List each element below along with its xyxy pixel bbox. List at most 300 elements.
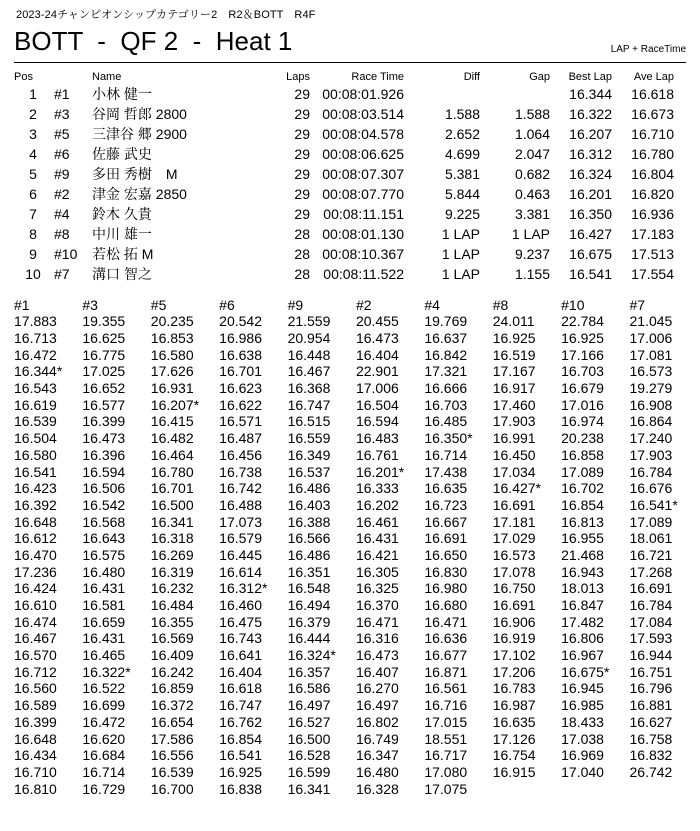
lap-time-cell: 16.780 bbox=[150, 463, 194, 480]
lap-time-cell: 16.620 bbox=[82, 730, 126, 747]
lap-time-cell: 16.506 bbox=[82, 480, 126, 497]
lap-time-cell: 16.871 bbox=[424, 663, 468, 680]
lap-time-cell: 16.475 bbox=[219, 613, 262, 630]
lap-time-cell: 16.305 bbox=[355, 563, 399, 580]
lap-time-cell: 16.445 bbox=[219, 546, 262, 563]
lap-time-cell: 16.622 bbox=[219, 396, 262, 413]
lap-time-cell: 16.742 bbox=[219, 480, 262, 497]
best-lap-cell: 16.675 bbox=[569, 246, 612, 262]
lap-time-cell: 19.769 bbox=[424, 313, 468, 330]
lap-time-cell: 16.917 bbox=[492, 380, 536, 397]
lap-time-cell: 16.847 bbox=[561, 597, 604, 614]
lap-row bbox=[14, 547, 698, 564]
lap-time-cell: 16.392 bbox=[14, 496, 57, 513]
event-title: 2023-24チャンピオンシップカテゴリー2 R2＆BOTT R4F bbox=[16, 9, 316, 21]
lap-time-cell: 16.484 bbox=[150, 597, 194, 614]
laps-cell: 29 bbox=[294, 206, 310, 222]
lap-time-cell: 16.637 bbox=[424, 330, 468, 347]
col-header-ave-lap: Ave Lap bbox=[633, 71, 674, 83]
lap-row bbox=[14, 680, 698, 697]
lap-time-cell: 16.207* bbox=[150, 396, 200, 413]
lap-time-cell: 16.424 bbox=[14, 580, 57, 597]
kart-number-cell: #6 bbox=[54, 146, 70, 162]
lap-time-cell: 16.750 bbox=[492, 580, 536, 597]
lap-time-cell: 16.906 bbox=[492, 613, 536, 630]
lap-time-cell: 16.539 bbox=[150, 763, 194, 780]
race-time-cell: 00:08:07.307 bbox=[322, 166, 404, 182]
lap-time-cell: 16.638 bbox=[219, 346, 262, 363]
best-lap-cell: 16.324 bbox=[569, 166, 612, 182]
lap-header-row bbox=[14, 296, 698, 313]
lap-time-cell: 16.838 bbox=[219, 780, 262, 797]
lap-time-cell: 16.635 bbox=[424, 480, 468, 497]
laps-cell: 29 bbox=[294, 126, 310, 142]
col-header-race-time: Race Time bbox=[351, 71, 404, 83]
diff-cell: 5.381 bbox=[444, 166, 480, 182]
kart-number-cell: #5 bbox=[54, 126, 70, 142]
lap-time-cell: 16.691 bbox=[492, 597, 536, 614]
lap-time-cell: 16.775 bbox=[82, 346, 126, 363]
lap-time-cell: 16.691 bbox=[629, 580, 673, 597]
lap-time-cell: 16.580 bbox=[150, 346, 194, 363]
lap-time-cell: 16.344* bbox=[14, 363, 63, 380]
driver-name-cell: 小林 健一 bbox=[92, 86, 152, 102]
lap-time-cell: 16.473 bbox=[355, 647, 399, 664]
lap-time-cell: 16.974 bbox=[561, 413, 604, 430]
diff-cell: 9.225 bbox=[444, 206, 480, 222]
lap-time-cell: 20.455 bbox=[355, 313, 399, 330]
lap-time-cell: 17.903 bbox=[492, 413, 536, 430]
lap-time-cell: 16.925 bbox=[219, 763, 262, 780]
lap-time-cell: 16.830 bbox=[424, 563, 468, 580]
laps-cell: 29 bbox=[294, 106, 310, 122]
lap-time-cell: 16.666 bbox=[424, 380, 468, 397]
lap-time-cell: 16.242 bbox=[150, 663, 194, 680]
lap-time-cell: 16.537 bbox=[287, 463, 331, 480]
lap-time-cell: 17.460 bbox=[492, 396, 536, 413]
lap-time-cell: 16.575 bbox=[82, 546, 126, 563]
lap-time-cell: 16.427* bbox=[492, 480, 542, 497]
lap-time-cell: 16.659 bbox=[82, 613, 126, 630]
driver-name-cell: 若松 拓 M bbox=[92, 246, 154, 262]
lap-time-cell: 16.987 bbox=[492, 697, 536, 714]
lap-time-cell: 16.699 bbox=[82, 697, 126, 714]
laps-cell: 29 bbox=[294, 86, 310, 102]
gap-cell: 0.682 bbox=[514, 166, 550, 182]
lap-time-cell: 20.235 bbox=[150, 313, 194, 330]
lap-row bbox=[14, 330, 698, 347]
lap-time-cell: 17.126 bbox=[492, 730, 536, 747]
lap-row bbox=[14, 747, 698, 764]
gap-cell: 1 LAP bbox=[511, 226, 550, 242]
ave-lap-cell: 16.780 bbox=[631, 146, 674, 162]
lap-time-cell: 16.450 bbox=[492, 446, 536, 463]
lap-time-cell: 16.488 bbox=[219, 496, 262, 513]
lap-time-cell: 16.758 bbox=[629, 730, 673, 747]
lap-time-cell: 16.434 bbox=[14, 747, 57, 764]
lap-time-cell: 16.527 bbox=[287, 713, 331, 730]
lap-time-cell: 16.579 bbox=[219, 530, 262, 547]
lap-time-cell: 17.040 bbox=[561, 763, 604, 780]
report-type-label: LAP + RaceTime bbox=[610, 44, 686, 55]
lap-time-cell: 17.089 bbox=[629, 513, 673, 530]
lap-time-cell: 16.431 bbox=[82, 630, 126, 647]
lap-time-cell: 20.954 bbox=[287, 330, 331, 347]
best-lap-cell: 16.541 bbox=[569, 266, 612, 282]
race-time-cell: 00:08:06.625 bbox=[322, 146, 404, 162]
ave-lap-cell: 16.804 bbox=[631, 166, 674, 182]
lap-row bbox=[14, 480, 698, 497]
race-time-cell: 00:08:11.522 bbox=[323, 266, 404, 282]
lap-time-cell: 16.691 bbox=[492, 496, 536, 513]
lap-time-cell: 16.677 bbox=[424, 647, 468, 664]
ave-lap-cell: 17.513 bbox=[631, 246, 674, 262]
lap-time-cell: 16.357 bbox=[287, 663, 331, 680]
lap-row bbox=[14, 530, 698, 547]
lap-time-cell: 16.714 bbox=[82, 763, 126, 780]
lap-time-cell: 16.232 bbox=[150, 580, 194, 597]
lap-time-cell: 16.648 bbox=[14, 513, 57, 530]
lap-column-header: #6 bbox=[219, 296, 235, 313]
best-lap-cell: 16.312 bbox=[569, 146, 612, 162]
lap-time-cell: 16.500 bbox=[150, 496, 194, 513]
lap-time-cell: 16.404 bbox=[219, 663, 262, 680]
lap-time-cell: 16.318 bbox=[150, 530, 194, 547]
ave-lap-cell: 16.820 bbox=[631, 186, 674, 202]
lap-time-cell: 17.593 bbox=[629, 630, 673, 647]
race-time-cell: 00:08:10.367 bbox=[322, 246, 404, 262]
lap-time-cell: 16.322* bbox=[82, 663, 131, 680]
lap-time-cell: 16.580 bbox=[14, 446, 57, 463]
lap-time-cell: 17.006 bbox=[629, 330, 673, 347]
lap-time-cell: 16.467 bbox=[14, 630, 57, 647]
lap-time-cell: 16.333 bbox=[355, 480, 399, 497]
lap-time-cell: 16.444 bbox=[287, 630, 331, 647]
lap-column-header: #3 bbox=[82, 296, 98, 313]
lap-time-cell: 16.456 bbox=[219, 446, 262, 463]
page-title: BOTT - QF 2 - Heat 1 bbox=[14, 26, 293, 56]
lap-time-cell: 16.691 bbox=[424, 530, 468, 547]
laps-cell: 29 bbox=[294, 146, 310, 162]
lap-time-cell: 17.167 bbox=[492, 363, 536, 380]
lap-time-cell: 16.473 bbox=[355, 330, 399, 347]
lap-time-cell: 20.542 bbox=[219, 313, 262, 330]
laps-cell: 29 bbox=[294, 186, 310, 202]
race-time-cell: 00:08:01.926 bbox=[322, 86, 404, 102]
lap-time-cell: 16.570 bbox=[14, 647, 57, 664]
lap-time-cell: 17.903 bbox=[629, 446, 673, 463]
lap-time-cell: 17.081 bbox=[629, 346, 673, 363]
gap-cell: 1.155 bbox=[514, 266, 550, 282]
lap-time-cell: 17.080 bbox=[424, 763, 468, 780]
lap-time-cell: 16.347 bbox=[355, 747, 399, 764]
lap-time-cell: 16.703 bbox=[424, 396, 468, 413]
lap-time-cell: 16.641 bbox=[219, 647, 262, 664]
lap-row bbox=[14, 580, 698, 597]
lap-time-cell: 16.474 bbox=[14, 613, 57, 630]
lap-time-cell: 16.721 bbox=[629, 546, 673, 563]
lap-time-cell: 16.650 bbox=[424, 546, 468, 563]
result-row bbox=[14, 204, 674, 224]
lap-time-cell: 16.980 bbox=[424, 580, 468, 597]
lap-time-cell: 16.654 bbox=[150, 713, 194, 730]
lap-time-cell: 16.486 bbox=[287, 480, 331, 497]
result-row bbox=[14, 124, 674, 144]
result-row bbox=[14, 184, 674, 204]
lap-row bbox=[14, 697, 698, 714]
col-header-number bbox=[52, 70, 92, 84]
lap-row bbox=[14, 597, 698, 614]
lap-column-header: #2 bbox=[355, 296, 372, 313]
diff-cell: 5.844 bbox=[444, 186, 480, 202]
col-header-diff: Diff bbox=[463, 71, 480, 83]
lap-time-cell: 16.761 bbox=[355, 446, 399, 463]
lap-time-cell: 16.714 bbox=[424, 446, 468, 463]
lap-time-cell: 17.078 bbox=[492, 563, 536, 580]
lap-row bbox=[14, 714, 698, 731]
lap-time-cell: 16.494 bbox=[287, 597, 331, 614]
diff-cell: 1.588 bbox=[444, 106, 480, 122]
diff-cell: 1 LAP bbox=[441, 246, 480, 262]
lap-time-cell: 16.784 bbox=[629, 597, 673, 614]
lap-time-cell: 16.396 bbox=[82, 446, 126, 463]
lap-row bbox=[14, 447, 698, 464]
lap-times-table bbox=[14, 296, 698, 797]
lap-time-cell: 16.747 bbox=[287, 396, 331, 413]
result-row bbox=[14, 264, 674, 284]
lap-time-cell: 17.626 bbox=[150, 363, 194, 380]
driver-name-cell: 谷岡 哲郎 2800 bbox=[92, 106, 187, 122]
lap-time-cell: 16.614 bbox=[219, 563, 262, 580]
lap-time-cell: 16.955 bbox=[561, 530, 604, 547]
lap-time-cell: 16.471 bbox=[424, 613, 468, 630]
kart-number-cell: #10 bbox=[54, 246, 78, 262]
lap-row bbox=[14, 430, 698, 447]
lap-time-cell: 16.858 bbox=[561, 446, 604, 463]
lap-time-cell: 16.372 bbox=[150, 697, 194, 714]
pos-cell: 4 bbox=[29, 146, 37, 162]
lap-time-cell: 16.762 bbox=[219, 713, 262, 730]
race-time-cell: 00:08:01.130 bbox=[322, 226, 404, 242]
lap-row bbox=[14, 730, 698, 747]
pos-cell: 10 bbox=[25, 266, 41, 282]
lap-time-cell: 16.519 bbox=[492, 346, 536, 363]
lap-time-cell: 16.504 bbox=[14, 430, 57, 447]
kart-number-cell: #9 bbox=[54, 166, 70, 182]
ave-lap-cell: 16.618 bbox=[631, 86, 674, 102]
lap-time-cell: 16.675* bbox=[561, 663, 610, 680]
lap-time-cell: 17.038 bbox=[561, 730, 604, 747]
lap-time-cell: 16.636 bbox=[424, 630, 468, 647]
results-table bbox=[14, 70, 674, 284]
lap-time-cell: 16.480 bbox=[82, 563, 126, 580]
pos-cell: 1 bbox=[29, 86, 37, 102]
lap-time-cell: 16.528 bbox=[287, 747, 331, 764]
lap-time-cell: 16.716 bbox=[424, 697, 468, 714]
lap-time-cell: 16.710 bbox=[14, 763, 57, 780]
lap-time-cell: 16.667 bbox=[424, 513, 468, 530]
lap-time-cell: 16.594 bbox=[82, 463, 126, 480]
lap-row bbox=[14, 764, 698, 781]
pos-cell: 8 bbox=[29, 226, 37, 242]
lap-time-cell: 18.013 bbox=[561, 580, 604, 597]
laps-cell: 28 bbox=[294, 246, 310, 262]
race-time-cell: 00:08:11.151 bbox=[323, 206, 404, 222]
best-lap-cell: 16.201 bbox=[569, 186, 612, 202]
lap-time-cell: 16.370 bbox=[355, 597, 399, 614]
lap-time-cell: 16.202 bbox=[355, 496, 399, 513]
lap-time-cell: 16.627 bbox=[629, 713, 673, 730]
lap-column-header: #1 bbox=[14, 296, 30, 313]
lap-time-cell: 16.832 bbox=[629, 747, 673, 764]
diff-cell: 1 LAP bbox=[441, 226, 480, 242]
lap-row bbox=[14, 563, 698, 580]
lap-time-cell: 16.701 bbox=[150, 480, 194, 497]
lap-time-cell: 16.399 bbox=[82, 413, 126, 430]
lap-time-cell: 16.472 bbox=[82, 713, 126, 730]
best-lap-cell: 16.344 bbox=[569, 86, 612, 102]
kart-number-cell: #3 bbox=[54, 106, 70, 122]
lap-row bbox=[14, 396, 698, 413]
lap-time-cell: 17.102 bbox=[492, 647, 536, 664]
lap-time-cell: 21.045 bbox=[629, 313, 673, 330]
gap-cell: 3.381 bbox=[514, 206, 550, 222]
lap-row bbox=[14, 313, 698, 330]
lap-time-cell: 16.751 bbox=[629, 663, 673, 680]
lap-time-cell: 16.407 bbox=[355, 663, 399, 680]
lap-time-cell: 16.594 bbox=[355, 413, 399, 430]
ave-lap-cell: 17.183 bbox=[631, 226, 674, 242]
lap-time-cell: 16.399 bbox=[14, 713, 57, 730]
lap-time-cell: 17.236 bbox=[14, 563, 57, 580]
lap-row bbox=[14, 613, 698, 630]
lap-time-cell: 18.061 bbox=[629, 530, 673, 547]
best-lap-cell: 16.350 bbox=[569, 206, 612, 222]
diff-cell: 4.699 bbox=[444, 146, 480, 162]
driver-name-cell: 津金 宏嘉 2850 bbox=[92, 186, 187, 202]
lap-time-cell: 16.482 bbox=[150, 430, 194, 447]
lap-time-cell: 16.703 bbox=[561, 363, 604, 380]
gap-cell: 1.588 bbox=[514, 106, 550, 122]
lap-time-cell: 16.676 bbox=[629, 480, 673, 497]
lap-time-cell: 16.569 bbox=[150, 630, 194, 647]
lap-time-cell: 16.541* bbox=[629, 496, 678, 513]
ave-lap-cell: 16.710 bbox=[631, 126, 674, 142]
lap-time-cell: 16.319 bbox=[150, 563, 194, 580]
lap-time-cell: 16.415 bbox=[150, 413, 194, 430]
ave-lap-cell: 16.673 bbox=[631, 106, 674, 122]
lap-time-cell: 16.541 bbox=[219, 747, 262, 764]
race-time-cell: 00:08:07.770 bbox=[322, 186, 404, 202]
lap-time-cell: 16.599 bbox=[287, 763, 331, 780]
lap-column-header: #4 bbox=[424, 296, 440, 313]
lap-time-cell: 16.388 bbox=[287, 513, 331, 530]
lap-time-cell: 16.680 bbox=[424, 597, 468, 614]
lap-time-cell: 17.075 bbox=[424, 780, 468, 797]
lap-time-cell: 16.925 bbox=[492, 330, 536, 347]
lap-time-cell: 16.700 bbox=[150, 780, 194, 797]
lap-time-cell: 16.355 bbox=[150, 613, 194, 630]
lap-time-cell: 16.618 bbox=[219, 680, 262, 697]
result-row bbox=[14, 244, 674, 264]
lap-time-cell: 16.328 bbox=[355, 780, 399, 797]
result-row bbox=[14, 164, 674, 184]
lap-time-cell: 16.349 bbox=[287, 446, 331, 463]
lap-time-cell: 16.548 bbox=[287, 580, 331, 597]
lap-time-cell: 16.543 bbox=[14, 380, 57, 397]
lap-time-cell: 17.029 bbox=[492, 530, 536, 547]
lap-time-cell: 16.915 bbox=[492, 763, 536, 780]
lap-time-cell: 17.166 bbox=[561, 346, 604, 363]
pos-cell: 7 bbox=[29, 206, 37, 222]
lap-time-cell: 16.560 bbox=[14, 680, 57, 697]
lap-time-cell: 16.471 bbox=[355, 613, 399, 630]
ave-lap-cell: 17.554 bbox=[631, 266, 674, 282]
lap-time-cell bbox=[561, 780, 629, 797]
pos-cell: 3 bbox=[29, 126, 37, 142]
kart-number-cell: #2 bbox=[54, 186, 70, 202]
lap-time-cell: 17.025 bbox=[82, 363, 126, 380]
lap-time-cell: 16.270 bbox=[355, 680, 399, 697]
lap-column-header: #5 bbox=[150, 296, 167, 313]
lap-row bbox=[14, 630, 698, 647]
lap-time-cell: 16.931 bbox=[150, 380, 194, 397]
lap-time-cell: 16.269 bbox=[150, 546, 194, 563]
lap-time-cell: 16.991 bbox=[492, 430, 536, 447]
lap-time-cell: 17.181 bbox=[492, 513, 536, 530]
lap-time-cell: 17.034 bbox=[492, 463, 536, 480]
kart-number-cell: #7 bbox=[54, 266, 70, 282]
lap-time-cell: 16.635 bbox=[492, 713, 536, 730]
lap-row bbox=[14, 346, 698, 363]
lap-time-cell: 17.073 bbox=[219, 513, 262, 530]
lap-time-cell: 16.461 bbox=[355, 513, 399, 530]
lap-time-cell: 16.431 bbox=[355, 530, 399, 547]
laps-cell: 28 bbox=[294, 266, 310, 282]
result-row bbox=[14, 224, 674, 244]
lap-time-cell: 16.368 bbox=[287, 380, 331, 397]
lap-time-cell: 16.723 bbox=[424, 496, 468, 513]
kart-number-cell: #8 bbox=[54, 226, 70, 242]
lap-time-cell: 16.465 bbox=[82, 647, 126, 664]
lap-time-cell: 16.854 bbox=[219, 730, 262, 747]
lap-time-cell: 19.355 bbox=[82, 313, 126, 330]
lap-time-cell: 21.559 bbox=[287, 313, 331, 330]
kart-number-cell: #4 bbox=[54, 206, 70, 222]
gap-cell bbox=[480, 84, 550, 104]
lap-time-cell: 22.784 bbox=[561, 313, 604, 330]
lap-time-cell: 22.901 bbox=[355, 363, 399, 380]
lap-time-cell: 16.403 bbox=[287, 496, 331, 513]
lap-time-cell: 16.796 bbox=[629, 680, 673, 697]
lap-time-cell bbox=[493, 780, 561, 797]
lap-time-cell: 16.379 bbox=[287, 613, 331, 630]
lap-time-cell: 16.749 bbox=[355, 730, 399, 747]
col-header-best-lap: Best Lap bbox=[568, 71, 612, 83]
lap-time-cell: 20.238 bbox=[561, 430, 604, 447]
lap-time-cell: 16.813 bbox=[561, 513, 604, 530]
lap-time-cell: 16.738 bbox=[219, 463, 262, 480]
lap-time-cell: 16.648 bbox=[14, 730, 57, 747]
lap-time-cell: 21.468 bbox=[561, 546, 604, 563]
lap-time-cell: 16.556 bbox=[150, 747, 194, 764]
lap-time-cell: 16.702 bbox=[561, 480, 604, 497]
lap-time-cell: 16.486 bbox=[287, 546, 331, 563]
lap-time-cell: 16.842 bbox=[424, 346, 468, 363]
lap-time-cell: 16.944 bbox=[629, 647, 673, 664]
result-row bbox=[14, 144, 674, 164]
lap-time-cell: 16.487 bbox=[219, 430, 262, 447]
